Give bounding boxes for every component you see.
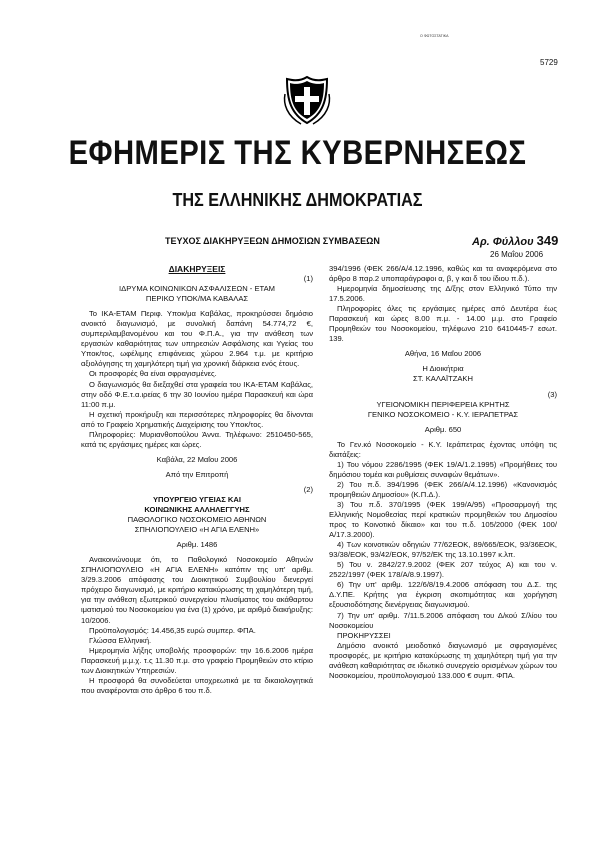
list-item: 6) Την υπ' αριθμ. 122/6/8/19.4.2006 απόφαση του Δ.Σ. της Δ.Υ.ΠΕ. Κρήτης για έγκριση σκοπιμότητας και χορήγηση εξουσιοδότησης διενέργειας διαγωνισμού. [329, 580, 557, 610]
list-item: 5) Του ν. 2842/27.9.2002 (ΦΕΚ 207 τεύχος Α) και του ν. 2522/1997 (ΦΕΚ 178/Α/8.9.1997). [329, 560, 557, 580]
column-right [329, 264, 557, 681]
paragraph: Δημόσιο ανοικτό μειοδοτικό διαγωνισμό με σφραγισμένες προσφορές, με κριτήριο κατακύρωσης τη χαμηλότερη τιμή για την ανάθεση καθαριότητας σε ιδιωτικό συνεργείο ορισμένων χώρων του Νοσοκομείου, προϋπολογισμού 133.000 € συμπ. ΦΠΑ. [329, 640, 557, 680]
notice-number: (2) [303, 484, 313, 494]
notice-org: ΠΑΘΟΛΟΓΙΚΟ ΝΟΣΟΚΟΜΕΙΟ ΑΘΗΝΩΝ [127, 515, 267, 525]
paragraph: Ο διαγωνισμός θα διεξαχθεί στα γραφεία του ΙΚΑ-ΕΤΑΜ Καβάλας, στην οδό Φ.Ε.τ.α.ιρείας 6 την 30 Ιουνίου ημέρα Παρασκευή και ώρα 11:00 π.μ. [81, 379, 313, 409]
gazette-subtitle: ΤΗΣ ΕΛΛΗΝΙΚΗΣ ΔΗΜΟΚΡΑΤΙΑΣ [172, 190, 423, 210]
signature-title: Η Διοικήτρια [422, 364, 464, 374]
signature-authority: Από την Επιτροπή [165, 469, 229, 479]
signature-place-date: Καβάλα, 22 Μαΐου 2006 [156, 454, 238, 464]
paragraph: 394/1996 (ΦΕΚ 266/Α/4.12.1996, καθώς και τα αναφερόμενα στο άρθρο 8 παρ.2 υποπαράγραφοι α, β, γ και δ του ίδιου π.δ.). [329, 264, 557, 284]
signature-place-date: Αθήνα, 16 Μαΐου 2006 [404, 349, 482, 359]
notice-number: (1) [303, 274, 313, 284]
column-left [81, 264, 313, 696]
notice-org: ΚΟΙΝΩΝΙΚΗΣ ΑΛΛΗΛΕΓΓΥΗΣ [144, 505, 250, 515]
paragraph: Πληροφορίες όλες τις εργάσιμες ημέρες από Δευτέρα έως Παρασκευή και ώρες 8.00 π.μ. - 14.00 μ.μ. στο Γραφείο Προμηθειών του Νοσοκομείου, τηλέφωνο 210 6410445-7 εσωτ. 139. [329, 304, 557, 344]
paragraph: Γλώσσα Ελληνική. [89, 635, 152, 645]
sheet-label: Αρ. Φύλλου [472, 236, 534, 248]
paragraph: Οι προσφορές θα είναι σφραγισμένες. [89, 369, 217, 379]
paragraph: Το Γεν.κό Νοσοκομείο - Κ.Υ. Ιεράπετρας έχοντας υπόψη τις διατάξεις: [329, 439, 557, 459]
notice-number: (3) [547, 389, 557, 399]
margin-note [420, 34, 480, 38]
issue-date: 26 Μαΐου 2006 [490, 250, 544, 259]
notice-org: ΥΠΟΥΡΓΕΙΟ ΥΓΕΙΑΣ ΚΑΙ [152, 494, 242, 504]
proclamation: ΠΡΟΚΗΡΥΣΣΕΙ [337, 630, 391, 640]
gazette-title: ΕΦΗΜΕΡΙΣ ΤΗΣ ΚΥΒΕΡΝΗΣΕΩΣ [68, 134, 527, 172]
paragraph: Ανακοινώνουμε ότι, το Παθολογικό Νοσοκομείο Αθηνών ΣΠΗΛΙΟΠΟΥΛΕΙΟ «Η ΑΓΙΑ ΕΛΕΝΗ» κατόπιν της υπ' αριθμ. 3/29.3.2006 απόφασης του Διοικητικού Συμβουλίου διενεργεί πρόχειρο διαγωνισμό, με κριτήριο κατακύρωσης τη χαμηλότερη τιμή, για την ανάθεση εξωτερικού συνεργείου πλυσίματος του ακάθαρτου ιματισμού του Νοσοκομείου για ένα (1) χρόνο, με αριθμό διακήρυξης: 10/2006. [81, 555, 313, 625]
notice-org: ΥΓΕΙΟΝΟΜΙΚΗ ΠΕΡΙΦΕΡΕΙΑ ΚΡΗΤΗΣ [376, 399, 510, 409]
list-item: 3) Του π.δ. 370/1995 (ΦΕΚ 199/Α/95) «Προσαρμογή της Ελληνικής Νομοθεσίας περί κρατικών προμηθειών του Δημοσίου προς το Κοινοτικό δίκαιο» και του π.δ. 105/2000 (ΦΕΚ 100/Α/17.3.2000). [329, 499, 557, 540]
paragraph: Η σχετική προκήρυξη και περισσότερες πληροφορίες θα δίνονται από το Γραφείο Χρηματικής Διαχείρισης του Υποκ/τος. [81, 409, 313, 429]
list-item: 2) Του π.δ. 394/1996 (ΦΕΚ 266/Α/4.12.1996) «Κανονισμός προμηθειών Δημοσίου» (Κ.Π.Δ.). [329, 479, 557, 499]
signature-name: ΣΤ. ΚΑΛΑΪΤΖΑΚΗ [413, 374, 473, 384]
notice-org: ΓΕΝΙΚΟ ΝΟΣΟΚΟΜΕΙΟ - Κ.Υ. ΙΕΡΑΠΕΤΡΑΣ [367, 409, 519, 419]
decision-number: Αριθμ. 650 [424, 424, 462, 434]
margin-note-line: Ο ΦΩΤΟΣΤΑΤΙΚΑ [420, 34, 449, 38]
greek-coat-of-arms-emblem [281, 74, 333, 126]
paragraph: Το ΙΚΑ-ΕΤΑΜ Περιφ. Υποκ/μα Καβάλας, προκηρύσσει δημόσιο ανοικτό διαγωνισμό, με συνολική δαπάνη 54.774,72 €, συμπεριλαμβανομένου και του Φ.Π.Α., για την ανάθεση των εργασιών καθαριότητας των υπηρεσιών Ασφάλισης και Υγείας του Υποκ/τος, ωφέλιμης επιφάνειας χώρου 2.964 τ.μ. με κριτήριο αξιολόγησης τη χαμηλότερη τιμή για χρονική διάρκεια ενός έτους. [81, 309, 313, 369]
sheet-value: 349 [536, 233, 559, 248]
paragraph: Πληροφορίες: Μυριανθοπούλου Άννα. Τηλέφωνο: 2510450-565, κατά τις εργάσιμες ημέρες και ώρες. [81, 429, 313, 449]
paragraph: Η προσφορά θα συνοδεύεται υποχρεωτικά με τα δικαιολογητικά που αναφέρονται στο άρθρο 6 του π.δ. [81, 675, 313, 695]
list-item: 7) Την υπ' αριθμ. 7/11.5.2006 απόφαση του Δ/κού Σ/λίου του Νοσοκομείου [329, 610, 557, 630]
section-heading: ΔΙΑΚΗΡΥΞΕΙΣ [168, 264, 226, 274]
notice-org: ΙΔΡΥΜΑ ΚΟΙΝΩΝΙΚΩΝ ΑΣΦΑΛΙΣΕΩΝ - ΕΤΑΜ [119, 284, 275, 294]
list-item: 4) Των κοινοτικών οδηγιών 77/62ΕΟΚ, 89/665/ΕΟΚ, 93/36ΕΟΚ, 93/38/ΕΟΚ, 93/42/ΕΟΚ, 97/52/ΕΚ της 13.10.1997 κ.λπ. [329, 540, 557, 560]
paragraph: Ημερομηνία δημοσίευσης της Δ/ξης στον Ελληνικό Τύπο την 17.5.2006. [329, 284, 557, 304]
list-item: 1) Του νόμου 2286/1995 (ΦΕΚ 19/Α/1.2.1995) «Προμήθειες του δημόσιου τομέα και ρυθμίσεις συναφών θεμάτων». [329, 459, 557, 479]
paragraph: Προϋπολογισμός: 14.456,35 ευρώ συμπερ. ΦΠΑ. [89, 625, 256, 635]
paragraph: Ημερομηνία λήξης υποβολής προσφορών: την 16.6.2006 ημέρα Παρασκευή μ.μ.χ. τ.ς 11.30 π.μ. στο γραφείο Προμηθειών στο κτίριο των Διοικητικών Υπηρεσιών. [81, 645, 313, 675]
notice-org: ΣΠΗΛΙΟΠΟΥΛΕΙΟ «Η ΑΓΙΑ ΕΛΕΝΗ» [134, 525, 260, 535]
decision-number: Αριθμ. 1486 [176, 540, 218, 550]
sheet-number [472, 233, 558, 248]
page-number: 5729 [540, 58, 558, 67]
notice-org: ΠΕΡΙΚΟ ΥΠΟΚ/ΜΑ ΚΑΒΑΛΑΣ [145, 294, 249, 304]
issue-type: ΤΕΥΧΟΣ ΔΙΑΚΗΡΥΞΕΩΝ ΔΗΜΟΣΙΩΝ ΣΥΜΒΑΣΕΩΝ [165, 236, 380, 246]
